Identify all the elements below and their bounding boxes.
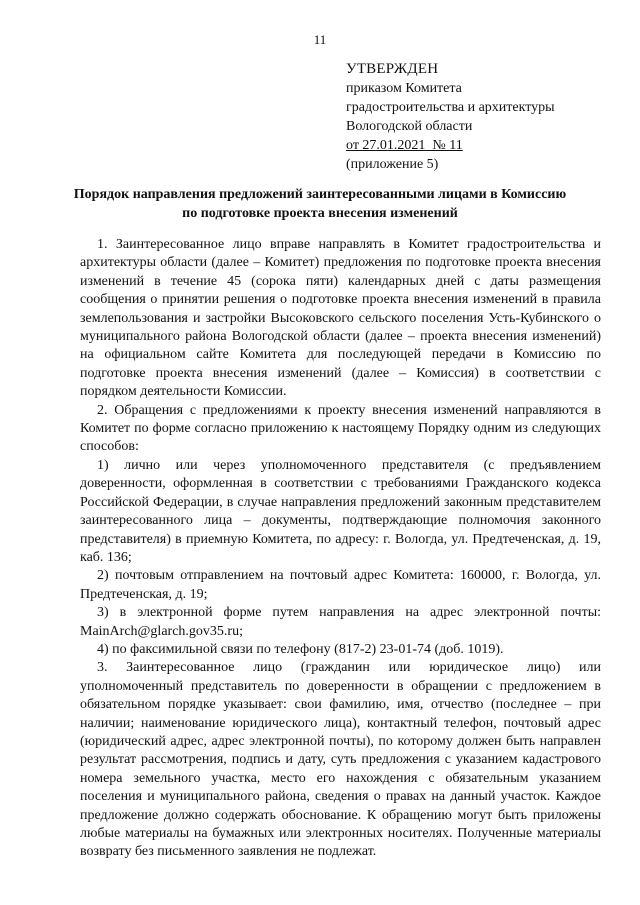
paragraph-2: 2. Обращения с предложениями к проекту внесения изменений направляются в Комитет по форме согласно приложению к настоящему Порядку одним из следующих способов: <box>80 402 601 455</box>
page-number: 11 <box>313 32 327 47</box>
paragraph-1: 1. Заинтересованное лицо вправе направлять в Комитет градостроительства и архитектуры области (далее – Комитет) предложения по подготовке проекта внесения изменений в течение 45 (сорока пяти) календарных дней с даты размещения сообщения о принятии решения о подготовке проекта внесения изменений в правила землепользования и застройки Высоковского сельского поселения Усть-Кубинского о муниципального района Вологодской области (далее – проекта внесения изменений) на официальном сайте Комитета для последующей передачи в Комиссию по подготовке проекта внесения изменений (далее – Комиссия) в соответствии с порядком деятельности Комиссии. <box>80 237 601 400</box>
approval-line-2: градостроительства и архитектуры <box>346 100 555 115</box>
document-heading <box>70 185 570 223</box>
approval-appendix: (приложение 5) <box>346 157 439 172</box>
paragraph-2-item-2: 2) почтовым отправлением на почтовый адрес Комитета: 160000, г. Вологда, ул. Предтеченская, д. 19; <box>80 568 601 602</box>
approval-block <box>346 60 616 174</box>
paragraph-2-item-1: 1) лично или через уполномоченного представителя (с предъявлением доверенности, оформленная в соответствии с требованиями Гражданского кодекса Российской Федерации, в случае направления предложений законным представителем заинтересованного лица – документы, подтверждающие полномочия законного представителя) в приемную Комитета, по адресу: г. Вологда, ул. Предтеченская, д. 19, каб. 136; <box>80 457 601 565</box>
approval-line-1: приказом Комитета <box>346 81 462 96</box>
heading-line-2: по подготовке проекта внесения изменений <box>182 206 458 221</box>
approval-title: УТВЕРЖДЕН <box>346 61 439 77</box>
document-body <box>80 236 601 862</box>
approval-line-3: Вологодской области <box>346 119 473 134</box>
heading-line-1: Порядок направления предложений заинтересованными лицами в Комиссию <box>73 187 567 202</box>
paragraph-3: 3. Заинтересованное лицо (гражданин или юридическое лицо) или уполномоченный представитель по доверенности в обращении с предложением в обязательном порядке указывает: свои фамилию, имя, отчество (последнее – при наличии; наименование юридического лица), контактный телефон, почтовый адрес (юридический адрес, адрес электронной почты), по которому должен быть направлен результат рассмотрения, подпись и дату, суть предложения с указанием кадастрового номера земельного участка, место его нахождения с обязательным указанием поселения и муниципального района, сведения о правах на данный участок. Каждое предложение должно содержать обоснование. К обращению могут быть приложены любые материалы на бумажных или электронных носителях. Полученные материалы возврату без письменного заявления не подлежат. <box>80 660 601 860</box>
paragraph-2-item-4: 4) по факсимильной связи по телефону (817-2) 23-01-74 (доб. 1019). <box>97 641 504 657</box>
paragraph-2-item-3: 3) в электронной форме путем направления на адрес электронной почты: MainArch@glarch.gov35.ru; <box>80 605 601 639</box>
approval-date-number: от 27.01.2021 № 11 <box>346 138 463 153</box>
